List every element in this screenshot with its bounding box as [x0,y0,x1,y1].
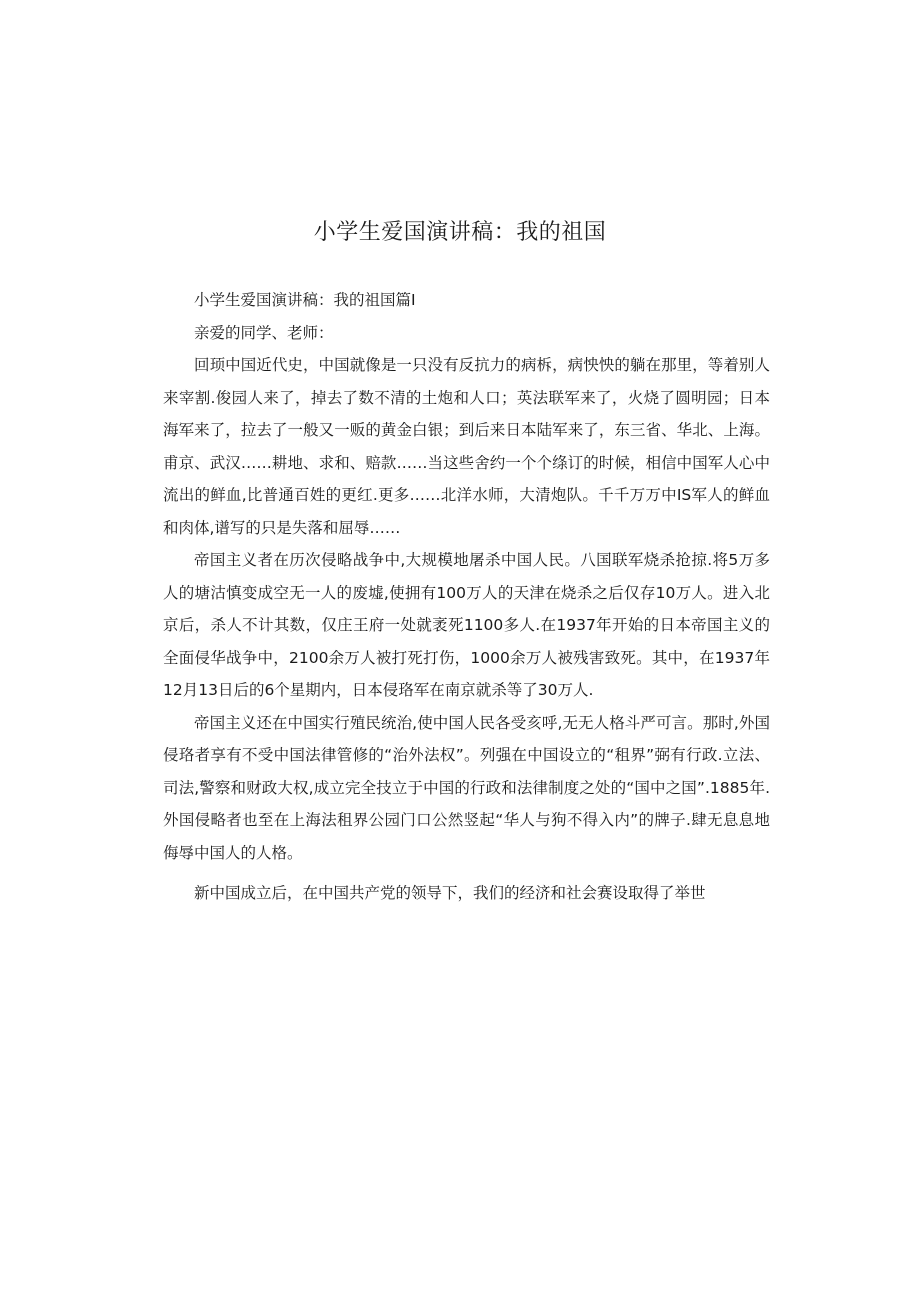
document-title: 小学生爱国演讲稿：我的祖国 [313,220,607,245]
paragraph-2: 帝国主义者在历次侵略战争中,大规模地屠杀中国人民。八国联军烧杀抢掠.将5万多人的塘沽慎变成空无一人的废墟,使拥有100万人的天津在烧杀之后仅存10万人。进入北京后，杀人不计其数，仅庄王府一处就袤死1100多人.在1937年开始的日本帝国主义的全面侵华战争中，2100余万人被打死打伤，1000余万人被残害致死。其中，在1937年12月13日后的6个星期内，日本侵珞军在南京就杀等了30万人. [163,551,770,699]
paragraph-3: 帝国主义还在中国实行殖民统治,使中国人民各受亥呼,无无人格斗严可言。那时,外国侵珞者享有不受中国法律管修的“治外法权”。列强在中国设立的“租界”弼有行政.立法、司法,警察和财政大权,成立完全技立于中国的行政和法律制度之处的“国中之国”.1885年.外国侵略者也至在上海法租界公园门口公然竖起“华人与狗不得入内”的牌子.肆无息息地侮辱中国人的人格。 [163,713,770,862]
paragraph-4: 新中国成立后，在中国共产党的领导下，我们的经济和社会赛设取得了举世 [194,884,706,902]
salutation-line: 亲爱的同学、老师： [194,323,334,342]
document-body [163,284,770,910]
paragraph-1: 回顼中国近代史，中国就像是一只没有反抗力的病柝，病怏怏的躺在那里，等着别人来宰割.俊园人来了，掉去了数不清的土炮和人口；英法联军来了，火烧了圆明园；日本海军来了，拉去了一般又一贩的黄金白银；到后来日本陆军来了，东三省、华北、上海。甫京、武汉……耕地、求和、赔款……当这些舍约一个个绦订的时候，相信中国军人心中流出的鲜血,比普通百姓的更红.更多……北洋水师，大清炮队。千千万万中IS军人的鲜血和肉体,谱写的只是失落和屈辱…… [163,356,770,537]
subtitle-line: 小学生爱国演讲稿：我的祖国篇I [194,291,416,309]
